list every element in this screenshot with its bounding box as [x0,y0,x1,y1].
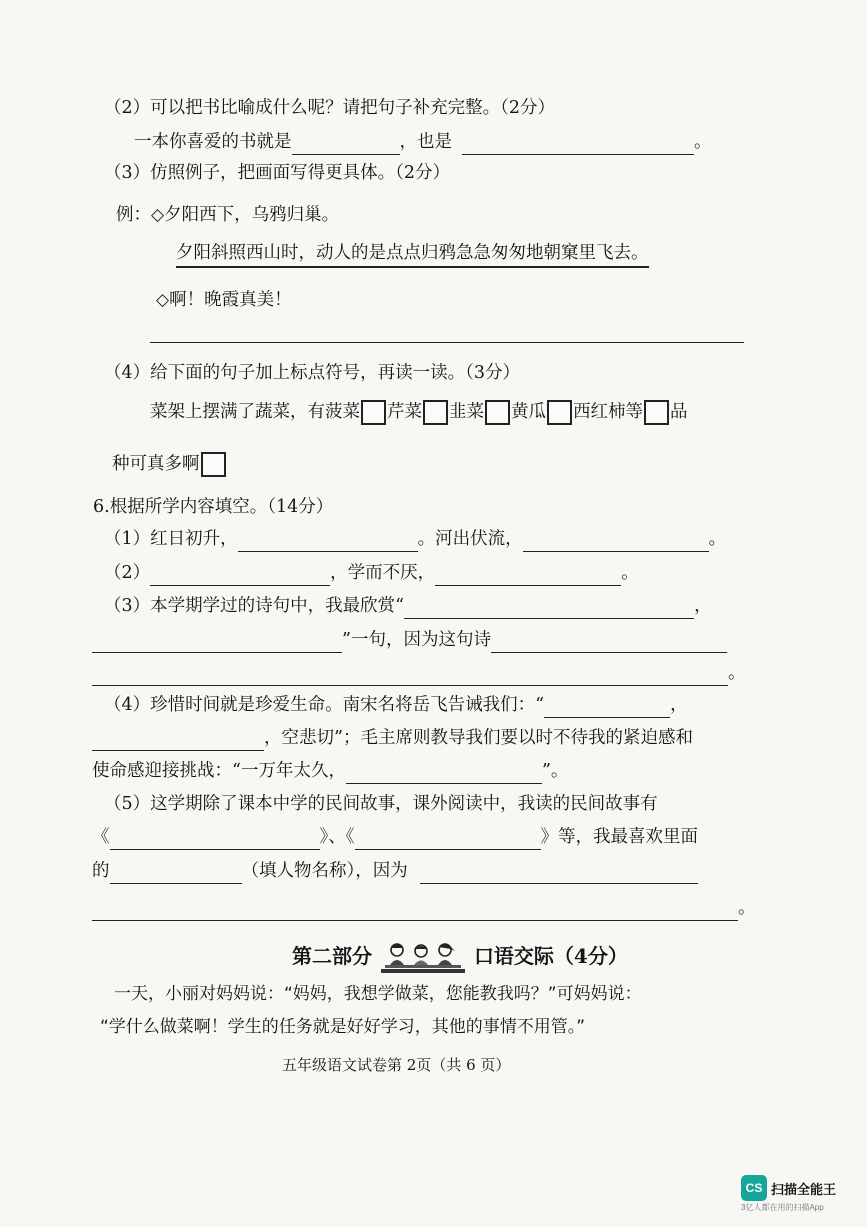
part2-paragraph-line2: “学什么做菜啊！学生的任务就是好好学习，其他的事情不用管。” [100,1017,586,1037]
item-text: 《 [92,827,110,847]
item-text: 》等，我最喜欢里面 [540,827,698,847]
sentence-part: 菜架上摆满了蔬菜，有菠菜 [150,402,360,422]
punctuation-box[interactable] [361,400,386,425]
example-original: 夕阳西下，乌鸦归巢。 [164,205,340,225]
answer-line[interactable] [150,342,744,343]
question-6-3-line2 [92,627,727,653]
question-6-4-line3 [92,758,568,784]
task-sentence [156,287,292,313]
punctuation-box[interactable] [201,452,226,477]
sentence-part: 韭菜 [449,402,484,422]
part2-paragraph-line1: 一天，小丽对妈妈说：“妈妈，我想学做菜，您能教我吗？”可妈妈说： [114,984,642,1004]
watermark-name: 扫描全能王 [771,1182,837,1197]
item-text: 使命感迎接挑战：“一万年太久， [92,761,346,781]
punctuation-box[interactable] [644,400,669,425]
item-text: ，学而不厌， [330,563,436,583]
watermark-sub: 3亿人都在用的扫描App [741,1203,824,1212]
diamond-icon: ◇ [151,205,165,225]
page-footer: 五年级语文试卷第 2页（共 6 页） [282,1056,511,1074]
punctuation-box[interactable] [423,400,448,425]
sentence-start: 一本你喜爱的书就是 [134,132,292,152]
question-6-2 [104,560,639,586]
sentence-part: 西红柿等 [573,402,643,422]
example-rewritten-text: 夕阳斜照西山时，动人的是点点归鸦急急匆匆地朝窠里飞去。 [176,243,649,268]
example-line [116,202,339,228]
punctuation-box[interactable] [547,400,572,425]
answer-blank[interactable] [110,831,320,850]
answer-blank[interactable] [404,600,694,619]
question-6-4 [104,692,688,718]
question-5-2-sentence [134,129,712,155]
sentence-part: 芹菜 [387,402,422,422]
question-6-5-line4 [92,895,756,921]
question-6-1 [104,526,726,552]
answer-blank[interactable] [355,831,541,850]
example-rewritten [176,240,649,266]
question-6-3-line3 [92,660,746,686]
answer-blank[interactable] [462,136,694,155]
item-text: 的 [92,861,110,881]
answer-blank[interactable] [420,865,698,884]
question-6-5-line2 [92,824,698,850]
part2-title [292,940,628,975]
item-label: （2） [104,563,151,583]
question-6-heading: 6.根据所学内容填空。（14分） [93,497,334,517]
sentence-part: 品 [670,402,688,422]
question-6-5: （5）这学期除了课本中学的民间故事，课外阅读中，我读的民间故事有 [104,794,658,814]
answer-blank[interactable] [92,667,728,686]
answer-blank[interactable] [523,533,709,552]
item-text: ，空悲切”；毛主席则教导我们要以时不待我的紧迫感和 [264,728,693,748]
item-text: 。 [708,529,727,549]
answer-blank[interactable] [491,634,727,653]
question-6-4-line2 [92,725,693,751]
punctuation-sentence-line2 [112,451,227,477]
question-5-4-prompt: （4）给下面的句子加上标点符号，再读一读。（3分） [104,363,521,383]
answer-blank[interactable] [92,732,264,751]
part2-title-right: 口语交际（4分） [473,944,628,968]
punctuation-box[interactable] [485,400,510,425]
item-label: （1）红日初升， [104,529,238,549]
item-text: （填人物名称），因为 [241,861,408,881]
sentence-end: 。 [694,132,712,152]
item-text: 。 [728,663,746,683]
answer-blank[interactable] [110,865,242,884]
item-text: ”一句，因为这句诗 [342,630,491,650]
item-text: 。河出伏流， [417,529,523,549]
item-label: （3）本学期学过的诗句中，我最欣赏“ [104,596,405,616]
cs-logo-icon: CS [741,1175,767,1201]
answer-blank[interactable] [150,567,330,586]
children-reading-icon [381,941,465,975]
part2-title-left: 第二部分 [292,944,372,968]
answer-blank[interactable] [544,699,670,718]
sentence-part: 黄瓜 [511,402,546,422]
answer-blank[interactable] [92,902,738,921]
scanner-watermark [741,1175,853,1213]
item-text: ， [670,695,688,715]
question-6-3 [104,593,712,619]
item-text: ”。 [541,761,569,781]
task-sentence-text: 啊！晚霞真美！ [169,290,292,310]
question-5-2-prompt: （2）可以把书比喻成什么呢？请把句子补充完整。（2分） [104,98,556,118]
question-5-3-prompt: （3）仿照例子，把画面写得更具体。（2分） [104,163,451,183]
diamond-icon: ◇ [156,290,170,310]
item-text: 》、《 [319,827,355,847]
question-6-5-line3 [92,858,698,884]
answer-blank[interactable] [346,765,542,784]
item-text: 。 [621,563,639,583]
punctuation-sentence [150,399,688,425]
sentence-part: 种可真多啊 [112,454,200,474]
item-label: （4）珍惜时间就是珍爱生命。南宋名将岳飞告诫我们：“ [104,695,545,715]
item-text: 。 [738,898,756,918]
answer-blank[interactable] [92,634,342,653]
answer-blank[interactable] [238,533,418,552]
example-label: 例： [116,205,151,225]
sentence-mid: ，也是 [399,132,452,152]
answer-blank[interactable] [292,136,400,155]
answer-blank[interactable] [435,567,621,586]
item-text: ， [694,596,712,616]
